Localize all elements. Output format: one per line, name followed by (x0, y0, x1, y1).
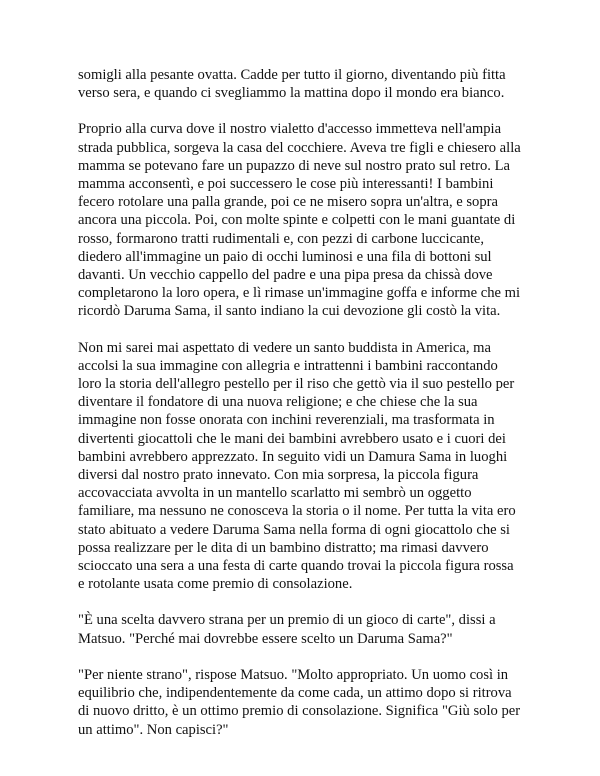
text-line: Non mi sarei mai aspettato di vedere un santo buddista in America, ma (78, 339, 491, 356)
paragraph-5 (78, 666, 530, 739)
text-line: somigli alla pesante ovatta. Cadde per tutto il giorno, diventando più fitta (78, 67, 506, 83)
text-line: fecero rotolare una palla grande, poi ce ne misero sopra un'altra, e sopra (78, 194, 498, 211)
text-line: familiare, ma nessuno ne conosceva la storia o il nome. Per tutta la vita ero (78, 503, 516, 520)
text-line: mamma acconsentì, e poi successero le cose più interessanti! I bambini (78, 176, 494, 193)
paragraph-4 (78, 611, 530, 647)
text-line: ancora una piccola. Poi, con molte spinte e colpetti con le mani guantate di (78, 212, 516, 229)
text-line: completarono la loro opera, e lì rimase un'immagine goffa e informe che mi (78, 285, 521, 302)
text-line: di nuovo dritto, è un ottimo premio di consolazione. Significa "Giù solo per (78, 703, 521, 720)
text-line: scioccato una sera a una festa di carte quando trovai la piccola figura rossa (78, 558, 514, 575)
text-line: diventare il fondatore di una nuova religione; e che chiese che la sua (78, 394, 478, 411)
text-line: Proprio alla curva dove il nostro vialetto d'accesso immetteva nell'ampia (78, 121, 502, 138)
text-line: Matsuo. "Perché mai dovrebbe essere scelto un Daruma Sama?" (78, 630, 453, 647)
text-line: verso sera, e quando ci svegliammo la mattina dopo il mondo era bianco. (78, 85, 505, 102)
text-line: immagine non fosse onorata con inchini reverenziali, ma trasformata in (78, 412, 495, 429)
text-line: bambini avrebbero apprezzato. In seguito vidi un Damura Sama in luoghi (78, 448, 508, 465)
text-line: e rotolante usata come premio di consolazione. (78, 576, 353, 593)
text-line: un attimo". Non capisci?" (78, 721, 229, 738)
paragraph-1 (78, 66, 530, 102)
text-line: stato abituato a vedere Daruma Sama nella forma di ogni giocattolo che si (78, 521, 510, 538)
text-line: equilibrio che, indipendentemente da come cada, un attimo dopo si ritrova (78, 685, 512, 702)
text-line: mamma se potevano fare un pupazzo di neve sul nostro prato sul retro. La (78, 157, 510, 174)
text-line: possa realizzare per le dita di un bambino distratto; ma rimasi davvero (78, 539, 489, 556)
text-line: "È una scelta davvero strana per un premio di un gioco di carte", dissi a (78, 612, 496, 629)
text-line: ricordò Daruma Sama, il santo indiano la cui devozione gli costò la vita. (78, 303, 501, 320)
paragraph-2 (78, 120, 530, 320)
text-line: "Per niente strano", rispose Matsuo. "Molto appropriato. Un uomo così in (78, 666, 509, 683)
text-line: divertenti giocattoli che le mani dei bambini avrebbero usato e i cuori dei (78, 430, 506, 447)
text-line: accolsi la sua immagine con allegria e intrattenni i bambini raccontando (78, 357, 498, 374)
text-line: strada pubblica, sorgeva la casa del cocchiere. Aveva tre figli e chiesero alla (78, 139, 521, 156)
text-line: loro la storia dell'allegro pestello per il riso che gettò via il suo pestello per (78, 376, 515, 393)
text-line: davanti. Un vecchio cappello del padre e una pipa presa da chissà dove (78, 267, 493, 284)
text-line: diversi dal nostro prato innevato. Con mia sorpresa, la piccola figura (78, 467, 479, 484)
text-line: accovacciata avvolta in un mantello scarlatto mi sembrò un oggetto (78, 485, 472, 502)
text-line: diedero all'immagine un paio di occhi luminosi e una fila di bottoni sul (78, 248, 492, 265)
text-line: rosso, formarono tratti rudimentali e, con pezzi di carbone luccicante, (78, 230, 485, 247)
document-page (78, 66, 530, 757)
paragraph-3 (78, 339, 530, 594)
